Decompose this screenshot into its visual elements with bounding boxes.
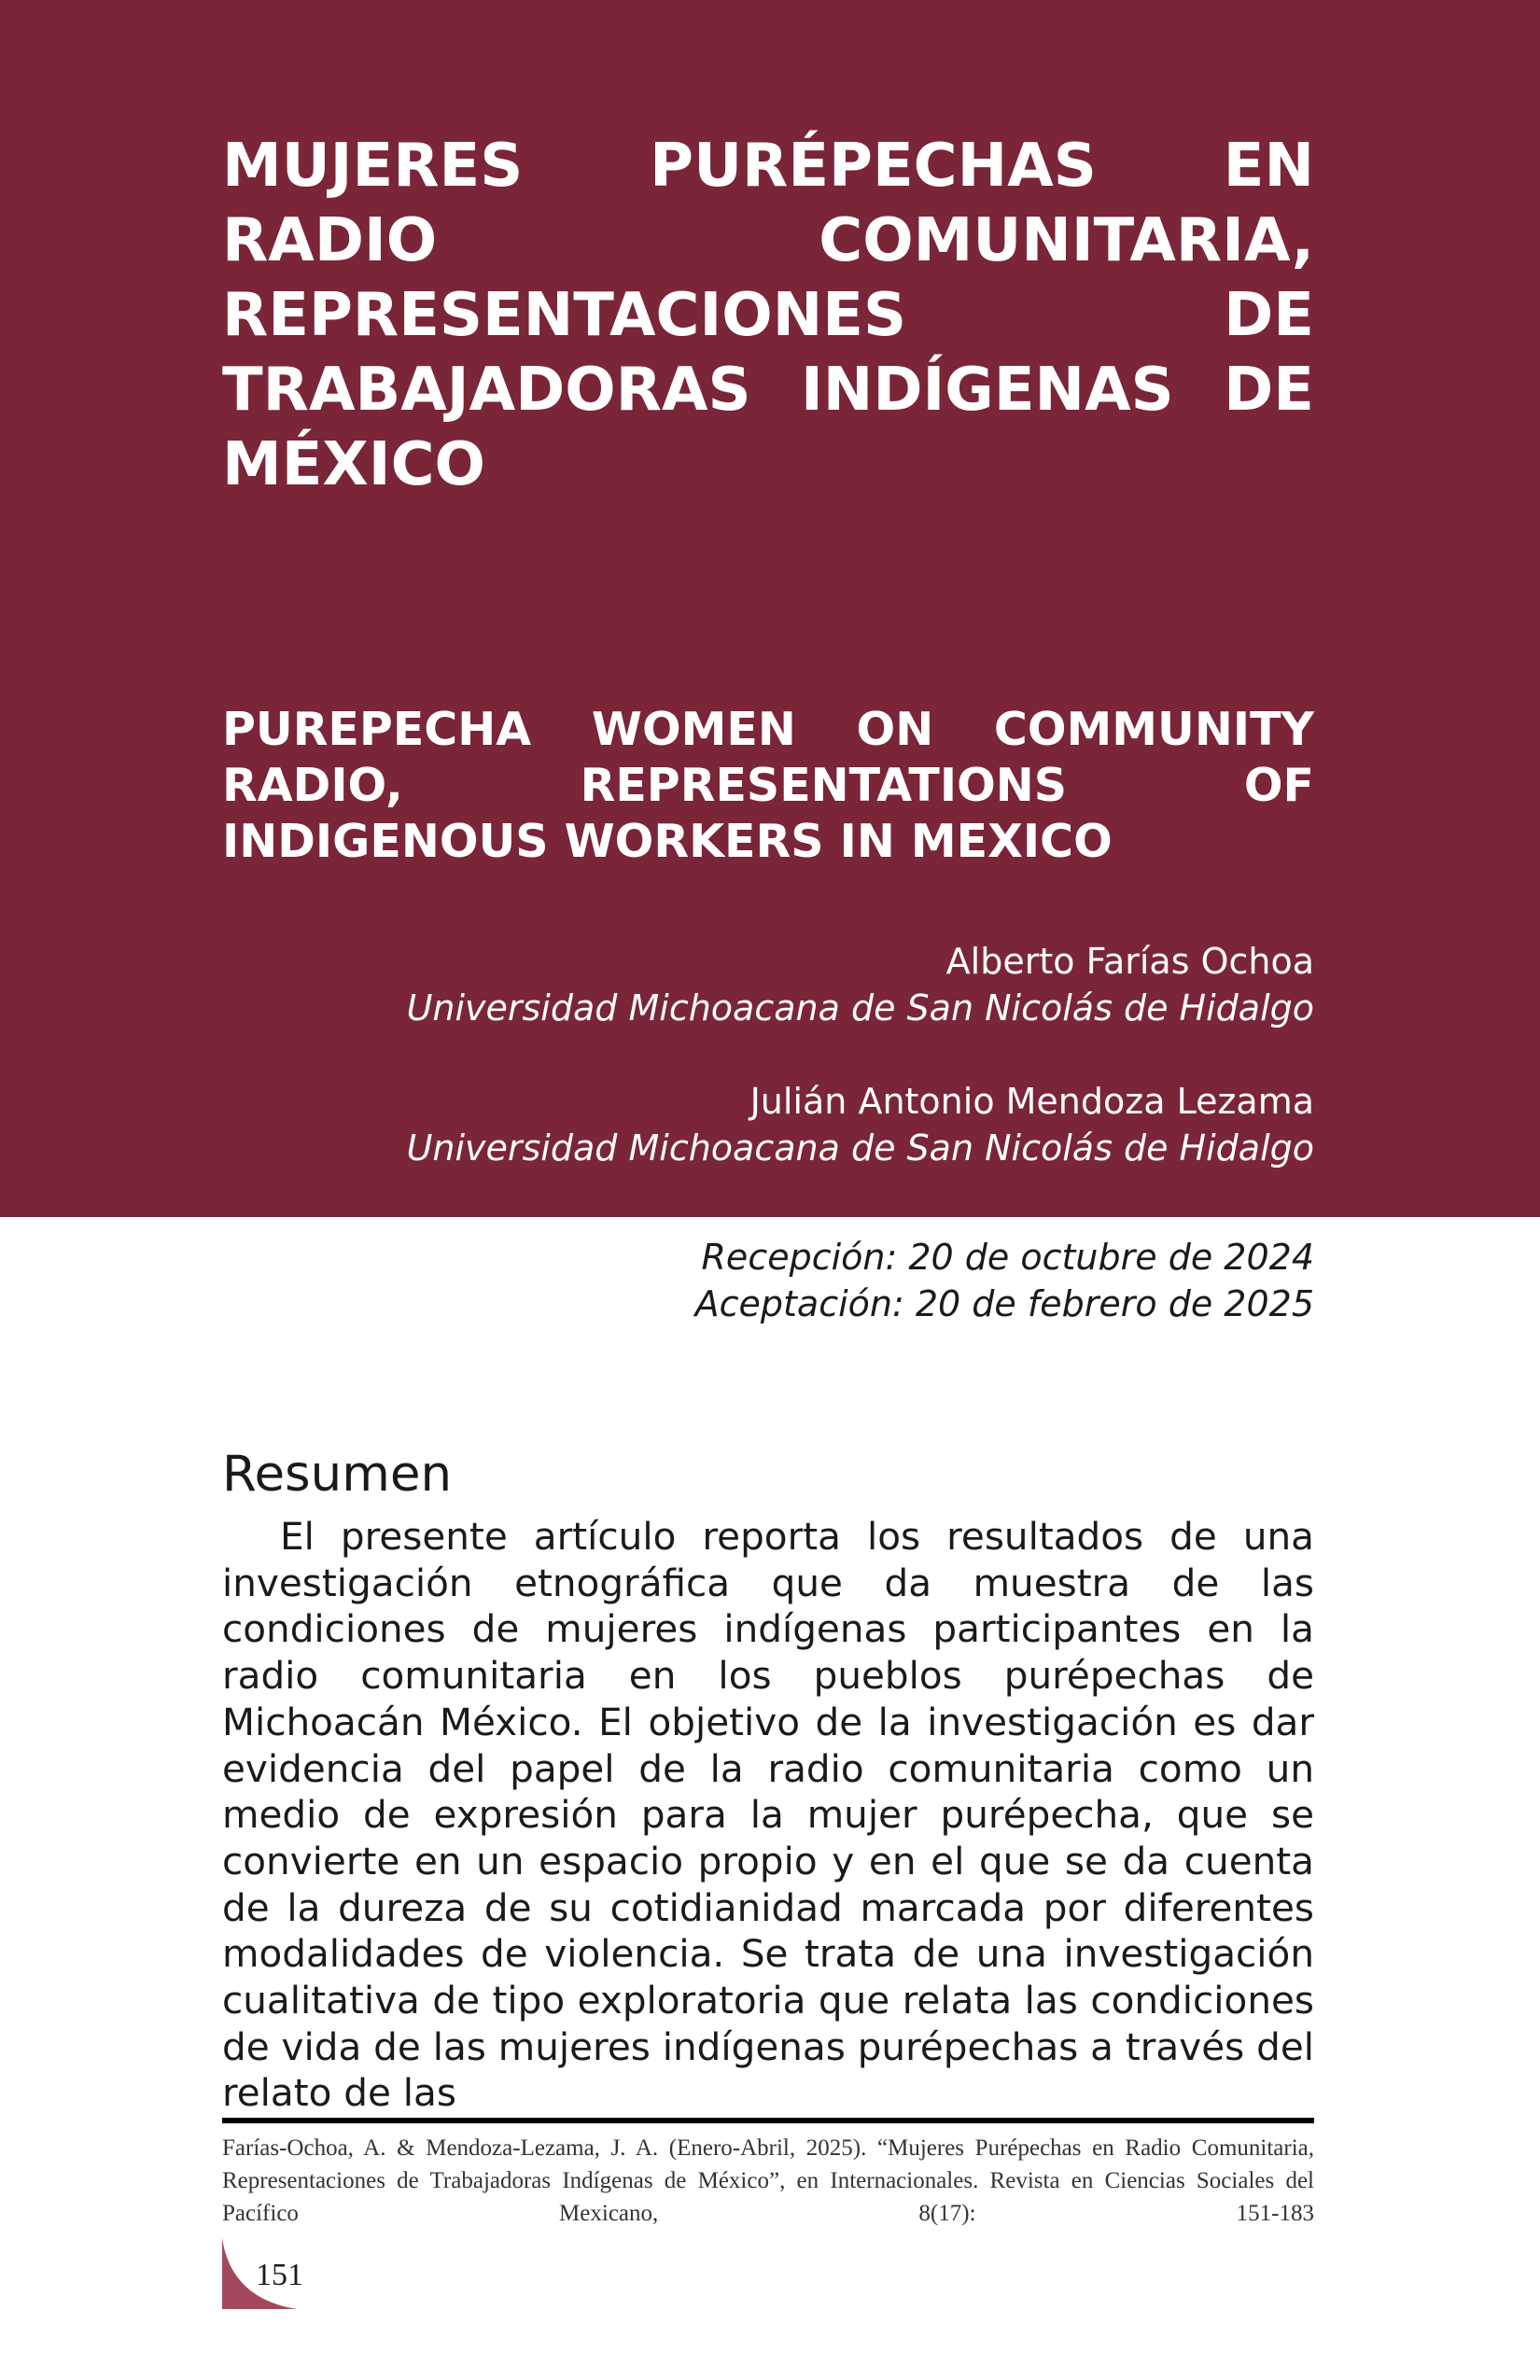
abstract-text: El presente artículo reporta los resultados de una investigación etnográfica que da muestra de las condiciones de mujeres indígenas participantes en la radio comunitaria en los pueblos purépechas de Michoacán México. El objetivo de la investigación es dar evidencia del papel de la radio comunitaria como un medio de expresión para la mujer purépecha, que se convierte en un espacio propio y en el que se da cuenta de la dureza de su cotidianidad marcada por diferentes modalidades de violencia. Se trata de una investigación cualitativa de tipo exploratoria que relata las condiciones de vida de las mujeres indígenas purépechas a través del relato de las <box>222 1514 1314 2116</box>
author-block-2 <box>222 1078 1314 1171</box>
citation-footer: Farías-Ochoa, A. & Mendoza-Lezama, J. A. (Enero-Abril, 2025). “Mujeres Purépechas en Radio Comunitaria, Representaciones de Trabajadoras Indígenas de México”, en Internacionales. Revista en Ciencias Sociales del Pacífico Mexicano, 8(17): 151-183 <box>222 2135 1314 2226</box>
accepted-date: Aceptación: 20 de febrero de 2025 <box>694 1283 1314 1324</box>
author-name: Julián Antonio Mendoza Lezama <box>749 1081 1314 1122</box>
received-date: Recepción: 20 de octubre de 2024 <box>701 1237 1314 1278</box>
page-number: 151 <box>256 2258 303 2292</box>
article-title-english: PUREPECHA WOMEN ON COMMUNITY RADIO, REPRESENTATIONS OF INDIGENOUS WORKERS IN MEXICO <box>222 703 1314 868</box>
footer-divider <box>222 2118 1314 2123</box>
submission-dates <box>222 1234 1314 1327</box>
author-affiliation: Universidad Michoacana de San Nicolás de Hidalgo <box>406 987 1314 1029</box>
article-title-spanish: MUJERES PURÉPECHAS EN RADIO COMUNITARIA, REPRESENTACIONES DE TRABAJADORAS INDÍGENAS DE MÉXICO <box>222 132 1314 499</box>
author-block-1 <box>222 938 1314 1031</box>
author-affiliation: Universidad Michoacana de San Nicolás de Hidalgo <box>406 1127 1314 1169</box>
abstract-heading: Resumen <box>222 1446 453 1503</box>
author-name: Alberto Farías Ochoa <box>945 941 1314 982</box>
